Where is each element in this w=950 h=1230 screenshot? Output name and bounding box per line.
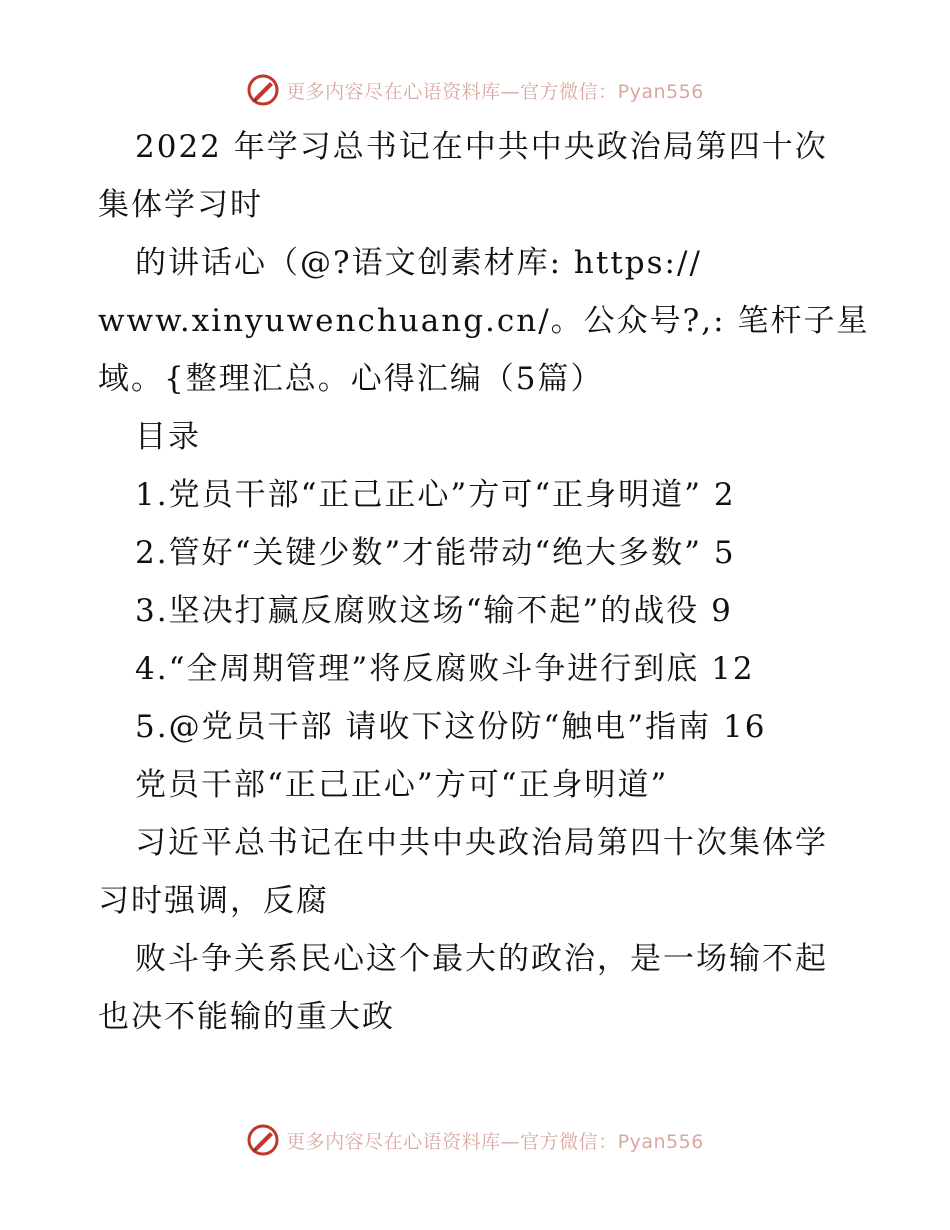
text-line: 1.党员干部“正己正心”方可“正身明道” 2 (135, 477, 736, 513)
footer-banner-text: 更多内容尽在心语资料库—官方微信：Pyan556 (286, 1130, 704, 1153)
text-line: 目录 (135, 419, 201, 455)
text-line: 集体学习时 (98, 187, 263, 223)
header-banner-text: 更多内容尽在心语资料库—官方微信：Pyan556 (286, 80, 704, 103)
text-line: 党员干部“正己正心”方可“正身明道” (135, 767, 669, 803)
text-line: 4.“全周期管理”将反腐败斗争进行到底 12 (135, 651, 755, 687)
text-line: 败斗争关系民心这个最大的政治，是一场输不起 (135, 941, 828, 977)
text-line: www.xinyuwenchuang.cn/。公众号?,: 笔杆子星 (98, 303, 870, 339)
text-line: 域。{整理汇总。心得汇编（5篇） (98, 361, 604, 397)
text-line: 2022 年学习总书记在中共中央政治局第四十次 (135, 129, 828, 165)
text-line: 习时强调，反腐 (98, 883, 329, 919)
document-body (98, 118, 870, 1046)
pen-logo-icon (246, 1123, 280, 1157)
pen-logo-icon (246, 73, 280, 107)
footer-banner (0, 1120, 950, 1160)
text-line: 3.坚决打赢反腐败这场“输不起”的战役 9 (135, 593, 733, 629)
text-line: 习近平总书记在中共中央政治局第四十次集体学 (135, 825, 828, 861)
text-line: 的讲话心（@?语文创素材库: https:// (135, 245, 702, 281)
text-line: 也决不能输的重大政 (98, 999, 395, 1035)
header-banner (0, 70, 950, 110)
text-line: 2.管好“关键少数”才能带动“绝大多数” 5 (135, 535, 736, 571)
text-line: 5.@党员干部 请收下这份防“触电”指南 16 (135, 709, 767, 745)
